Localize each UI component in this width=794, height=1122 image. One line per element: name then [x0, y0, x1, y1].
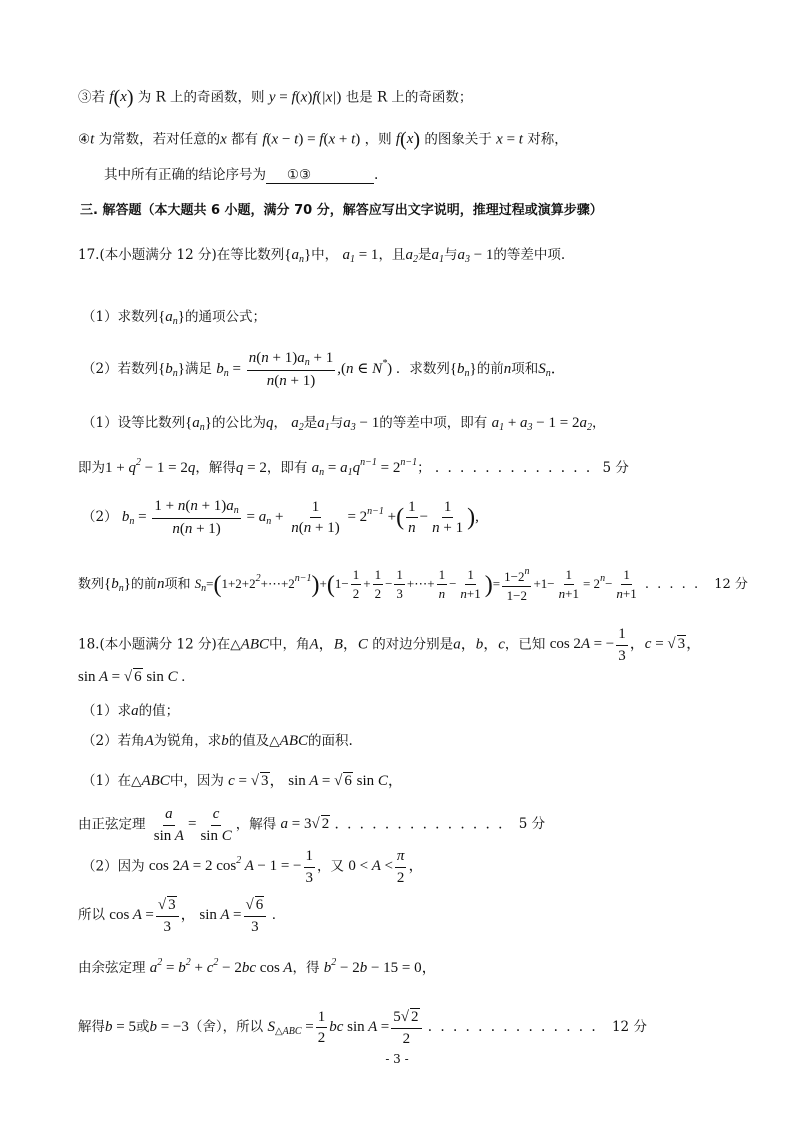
math-n-2: n — [156, 575, 165, 592]
q18-solution-2 — [78, 806, 545, 844]
math-a1-eq-1: $a_1 = 1$ — [342, 247, 379, 265]
q17-part-1-text: 的通项公式； — [185, 309, 266, 325]
q17-sol-3-text-3: 项和 — [164, 576, 191, 592]
q17-part-2-text-1: 满足 — [185, 361, 212, 378]
statement-4-text-2: 都有 — [231, 131, 259, 148]
q17-part-2-label: （2）若数列 — [82, 361, 159, 378]
q17-sol-1-text-3: 是 — [303, 415, 318, 431]
math-a1-b: $a_1$ — [317, 415, 330, 433]
math-f-x: f(x) — [109, 87, 134, 109]
q17-sol-1b-text-4: ； — [417, 460, 431, 476]
q18-sol-2-text-2: ，解得 — [235, 816, 277, 833]
answer-line-end: . — [374, 167, 379, 183]
math-A-range: 0 < A < $\frac{\pi}{2}$ ， — [348, 848, 424, 886]
math-ABC-2: ABC — [279, 733, 308, 749]
math-Sn: $S_n$． — [538, 361, 566, 380]
q17-sol-1-text-2: ， — [273, 415, 287, 431]
q18-part-1-label: （1）求 — [82, 703, 132, 719]
q17-sol-1-text-6: ， — [591, 415, 606, 431]
math-n: n — [503, 361, 512, 378]
math-cosA-sinA: cos A = $\frac{√ 3}{3}$ ， sin A = $\frac{√ 6}{3}$ . — [109, 897, 276, 935]
q17-score-5: 5 分 — [602, 460, 629, 476]
math-bn-definition: $b_n$ = $\frac{n(n + 1)a_n + 1}{n(n + 1)}$ ,(n ∈ N*) — [216, 350, 393, 389]
math-a3-minus-1: $a_3 - 1$ — [457, 247, 494, 265]
math-x: x — [220, 131, 227, 148]
math-q: q — [266, 415, 274, 431]
math-symmetry-eq: f(x − t) = f(x + t) — [262, 131, 361, 148]
dot-leader-2: . . . . . — [644, 576, 701, 592]
math-t: t — [90, 131, 95, 148]
math-a2: $a_2$ — [405, 247, 418, 265]
q18-stem-text-2: 中，角 — [269, 636, 310, 653]
q17-part-2 — [82, 350, 566, 390]
math-c-and-sinA: c = √ 3， sin A = √ 6 sin C， — [228, 773, 403, 789]
statement-3 — [78, 88, 472, 108]
answer-line — [104, 169, 378, 184]
statement-3-text-2: 也是 R 上的奇函数； — [345, 89, 473, 106]
q17-sol-1-label: （1）设等比数列 — [82, 415, 186, 431]
math-a-value: a = 3√ 2 — [280, 816, 330, 833]
math-seq-bn: $\{b_n\}$ — [158, 361, 185, 380]
q18-stem-2 — [78, 668, 185, 686]
math-quadratic-b: $b^2 - 2b - 15 = 0$， — [323, 957, 437, 976]
q17-sol-1-text-4: 与 — [329, 415, 344, 431]
q18-sol-6-text-2: 或 — [135, 1018, 150, 1035]
q17-sol-1b-text-1: 即为 — [78, 460, 105, 476]
math-y-fx-f-absx: y = f(x)f(|x|) — [268, 89, 342, 106]
q17-solution-3 — [78, 566, 748, 604]
q18-sol-5-text-2: ，得 — [292, 960, 320, 976]
q17-part-1-label: （1）求数列 — [82, 309, 159, 325]
q17-part-2-text-2: ．求数列 — [395, 361, 450, 378]
q18-sol-4-text: 所以 — [78, 906, 105, 923]
math-sinA-given: sin A = √ 6 sin C . — [78, 669, 186, 685]
q18-solution-6 — [78, 1008, 647, 1047]
statement-3-text-1: 为 R 上的奇函数，则 — [137, 89, 265, 106]
statement-3-marker: ③若 — [78, 89, 105, 106]
q17-part-1 — [82, 310, 266, 327]
math-seq-an: $\{a_n\}$ — [284, 247, 312, 265]
q17-sol-1b-text-2: ，解得 — [195, 460, 236, 476]
q17-stem-text-5: 与 — [443, 247, 458, 263]
math-x-eq-t: x = t — [496, 131, 523, 148]
q17-sol-3-text-1: 数列 — [78, 576, 105, 592]
answer-line-text: 其中所有正确的结论序号为 — [104, 167, 266, 183]
statement-4-text-4: 的图象关于 — [424, 131, 492, 148]
answer-value: ①③ — [286, 167, 312, 183]
math-a1: $a_1$ — [431, 247, 444, 265]
q18-sol-1-text: 中，因为 — [169, 773, 224, 789]
q17-stem-text-3: ，且 — [378, 247, 406, 263]
math-bn-expansion: $b_n$ = $\frac{1 + n(n + 1)a_n}{n(n + 1)}$ = $a_n$ + $\frac{1}{n(n + 1)}$ = $2^{n-1}$ +( $\frac{1}{n}$ − $\frac{1}{n + 1}$ ), — [121, 498, 479, 537]
math-q-eq-2: q = 2 — [235, 460, 267, 476]
q17-stem-text-1: 17.(本小题满分 12 分)在等比数列 — [78, 247, 285, 263]
math-a2-b: $a_2$ — [291, 415, 304, 433]
q17-stem-text-6: 的等差中项. — [493, 247, 566, 263]
math-A: A — [144, 733, 154, 749]
q18-sol-3-text-1: （2）因为 — [82, 858, 145, 875]
math-ABC-3: ABC — [141, 773, 170, 789]
q17-sol-1-text-1: 的公比为 — [212, 415, 266, 431]
math-an-formula: $a_n = a_1q^{n-1} = 2^{n-1}$ — [311, 457, 418, 478]
q18-solution-3 — [82, 848, 423, 886]
math-Sn-sum: $S_n=(1+2+2^2+\cdots+2^{n-1})+(1-$ $\frac{1}{2}$ + $\frac{1}{2}$ − $\frac{1}{3}$ +⋯+ $\frac{1}{n}$ − $\frac{1}{n+1}$ )= $\frac{1-2^n}{1-2}$ +1− $\frac{1}{n+1}$ = $2^n-$ $\frac{1}{n+1}$ — [194, 566, 637, 604]
q17-sol-3-text-2: 的前 — [130, 576, 157, 592]
q17-part-2-text-4: 项和 — [511, 361, 539, 378]
q18-sol-3-text-2: ，又 — [317, 858, 345, 875]
q18-stem-text-1: 18.(本小题满分 12 分)在△ — [78, 636, 241, 653]
math-angles: A，B，C — [309, 636, 368, 653]
q17-solution-1 — [82, 416, 605, 433]
math-seq-bn-3: $\{b_n\}$ — [104, 575, 131, 594]
q18-solution-1 — [82, 772, 403, 790]
statement-4 — [78, 130, 568, 150]
q18-stem-text-3: 的对边分别是 — [372, 636, 454, 653]
math-a: a — [131, 703, 139, 719]
q18-sol-5-text-1: 由余弦定理 — [78, 960, 146, 976]
statement-4-text-5: 对称， — [527, 131, 568, 148]
q18-score-5: 5 分 — [518, 816, 546, 833]
math-midterm-eq: $a_1 + a_3 - 1 = 2a_2$ — [491, 415, 592, 433]
math-cos2A-identity: cos 2A = 2 $\cos^2 A - 1$ = − $\frac{1}{3}$ — [148, 848, 314, 886]
q18-part-2-text-2: 的值及△ — [228, 733, 280, 749]
q17-sol-2-label: （2） — [82, 509, 118, 526]
math-area: $S_{\triangle ABC}$ = $\frac{1}{2}$ bc sin A = $\frac{5√ 2}{2}$ — [267, 1019, 423, 1035]
math-b: b — [221, 733, 229, 749]
q18-sol-6-text-1: 解得 — [78, 1018, 105, 1035]
q17-sol-1-text-5: 的等差中项，即有 — [379, 415, 488, 431]
q18-part-2-text-3: 的面积. — [308, 733, 353, 749]
answer-blank — [266, 169, 374, 184]
dot-leader-4: . . . . . . . . . . . . . . — [427, 1018, 598, 1035]
q18-stem — [78, 626, 701, 664]
q18-part-2 — [82, 734, 353, 749]
q17-solution-1b — [78, 458, 629, 478]
q18-part-2-text-1: 为锐角，求 — [153, 733, 222, 749]
math-q-equation: $1 + q^2 - 1 = 2q$ — [105, 457, 196, 476]
section-3-title: 三. 解答题（本大题共 6 小题，满分 70 分，解答应写出文字说明，推理过程或演算步骤） — [80, 203, 603, 218]
q18-score-12: 12 分 — [611, 1018, 647, 1035]
dot-leader: . . . . . . . . . . . . . — [434, 460, 593, 476]
q18-part-1-text: 的值； — [138, 703, 180, 719]
q18-part-1 — [82, 704, 179, 719]
math-law-of-sines: $\frac{a}{\text{sin A}}$ = $\frac{c}{\text{sin C}}$ — [153, 806, 232, 844]
page-number: - 3 - — [385, 1052, 409, 1066]
q17-score-12: 12 分 — [714, 576, 748, 592]
math-sides: a，b，c — [453, 636, 505, 653]
q17-stem-text-4: 是 — [417, 247, 432, 263]
dot-leader-3: . . . . . . . . . . . . . . — [334, 816, 505, 833]
q17-stem-text-2: 中， — [311, 247, 339, 263]
math-f-x-2: f(x) — [395, 129, 421, 151]
q18-sol-2-text-1: 由正弦定理 — [78, 816, 146, 833]
q17-sol-1b-text-3: ，即有 — [266, 460, 308, 476]
q17-solution-2 — [82, 498, 479, 538]
math-cos2A-given: cos 2A = − $\frac{1}{3}$ ，c = √ 3， — [549, 626, 702, 664]
q18-part-2-label: （2）若角 — [82, 733, 145, 749]
q18-solution-5 — [78, 958, 437, 976]
math-b-eq-5: b = 5 — [105, 1018, 136, 1035]
math-seq-an-2: $\{a_n\}$ — [158, 309, 185, 327]
math-ABC: ABC — [240, 636, 269, 653]
statement-4-text-3: ，则 — [364, 131, 392, 148]
q17-stem — [78, 248, 565, 265]
math-seq-an-3: $\{a_n\}$ — [185, 415, 212, 433]
statement-4-text-1: 为常数，若对任意的 — [98, 131, 221, 148]
q18-sol-1-label: （1）在△ — [82, 773, 142, 789]
math-seq-bn-2: $\{b_n\}$ — [449, 361, 477, 380]
q18-solution-4 — [78, 896, 276, 935]
math-law-of-cosines: $a^2 = b^2 + c^2 - 2bc$ cos A — [149, 957, 293, 976]
q18-sol-6-text-3: （舍），所以 — [188, 1018, 264, 1035]
math-a3-minus-1-b: $a_3 - 1$ — [343, 415, 380, 433]
q17-part-2-text-3: 的前 — [476, 361, 504, 378]
statement-4-marker: ④ — [78, 131, 91, 148]
math-b-eq-neg3: b = −3 — [149, 1018, 189, 1035]
q18-stem-text-4: ，已知 — [504, 636, 546, 653]
